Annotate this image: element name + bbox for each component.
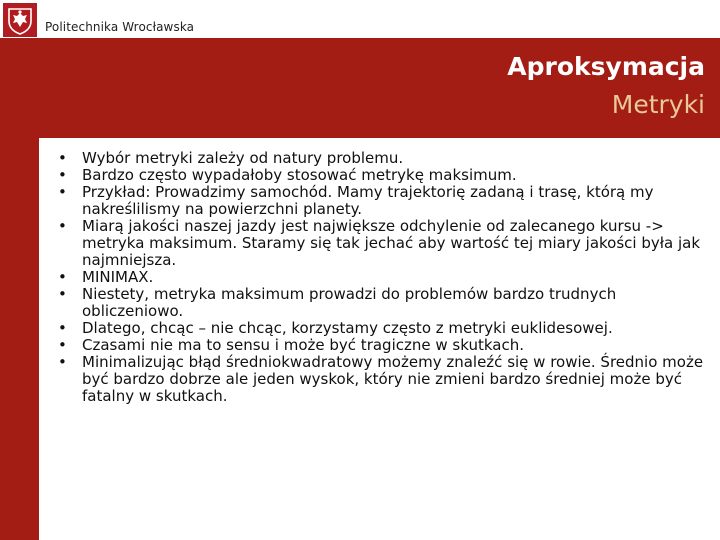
bullet-text: MINIMAX. [82,268,154,286]
bullet-list [54,150,704,405]
bullet-item [54,286,704,320]
bullet-text: Minimalizując błąd średniokwadratowy możemy znaleźć się w rowie. Średnio może być bardzo dobrze ale jeden wyskok, który nie zmieni bardzo średniej może być fatalny w skutkach. [82,353,704,405]
left-accent-bar [0,138,39,540]
university-logo [3,3,37,37]
bullet-text: Bardzo często wypadałoby stosować metrykę maksimum. [82,166,517,184]
bullet-dot-icon: • [58,166,67,184]
bullet-dot-icon: • [58,285,67,303]
slide-title: Aproksymacja [507,52,705,81]
bullet-text: Przykład: Prowadzimy samochód. Mamy trajektorię zadaną i trasę, którą my nakreślilismy na powierzchni planety. [82,183,654,218]
bullet-item [54,337,704,354]
bullet-text: Czasami nie ma to sensu i może być tragiczne w skutkach. [82,336,524,354]
top-bar [0,0,720,38]
bullet-dot-icon: • [58,353,67,371]
slide-subtitle: Metryki [611,90,705,119]
bullet-text: Miarą jakości naszej jazdy jest największe odchylenie od zalecanego kursu -> metryka maksimum. Staramy się tak jechać aby wartość tej miary jakości była jak najmniejsza. [82,217,701,269]
bullet-text: Dlatego, chcąc – nie chcąc, korzystamy często z metryki euklidesowej. [82,319,613,337]
bullet-dot-icon: • [58,268,67,286]
bullet-text: Wybór metryki zależy od natury problemu. [82,149,404,167]
bullet-item [54,269,704,286]
eagle-crest-icon [3,3,37,37]
bullet-item [54,320,704,337]
slide-content [54,150,704,405]
bullet-text: Niestety, metryka maksimum prowadzi do problemów bardzo trudnych obliczeniowo. [82,285,617,320]
bullet-item [54,184,704,218]
bullet-item [54,150,704,167]
bullet-dot-icon: • [58,217,67,235]
bullet-item [54,218,704,269]
bullet-dot-icon: • [58,149,67,167]
university-name: Politechnika Wrocławska [45,20,195,34]
bullet-dot-icon: • [58,336,67,354]
bullet-dot-icon: • [58,183,67,201]
bullet-item [54,167,704,184]
bullet-dot-icon: • [58,319,67,337]
bullet-item [54,354,704,405]
